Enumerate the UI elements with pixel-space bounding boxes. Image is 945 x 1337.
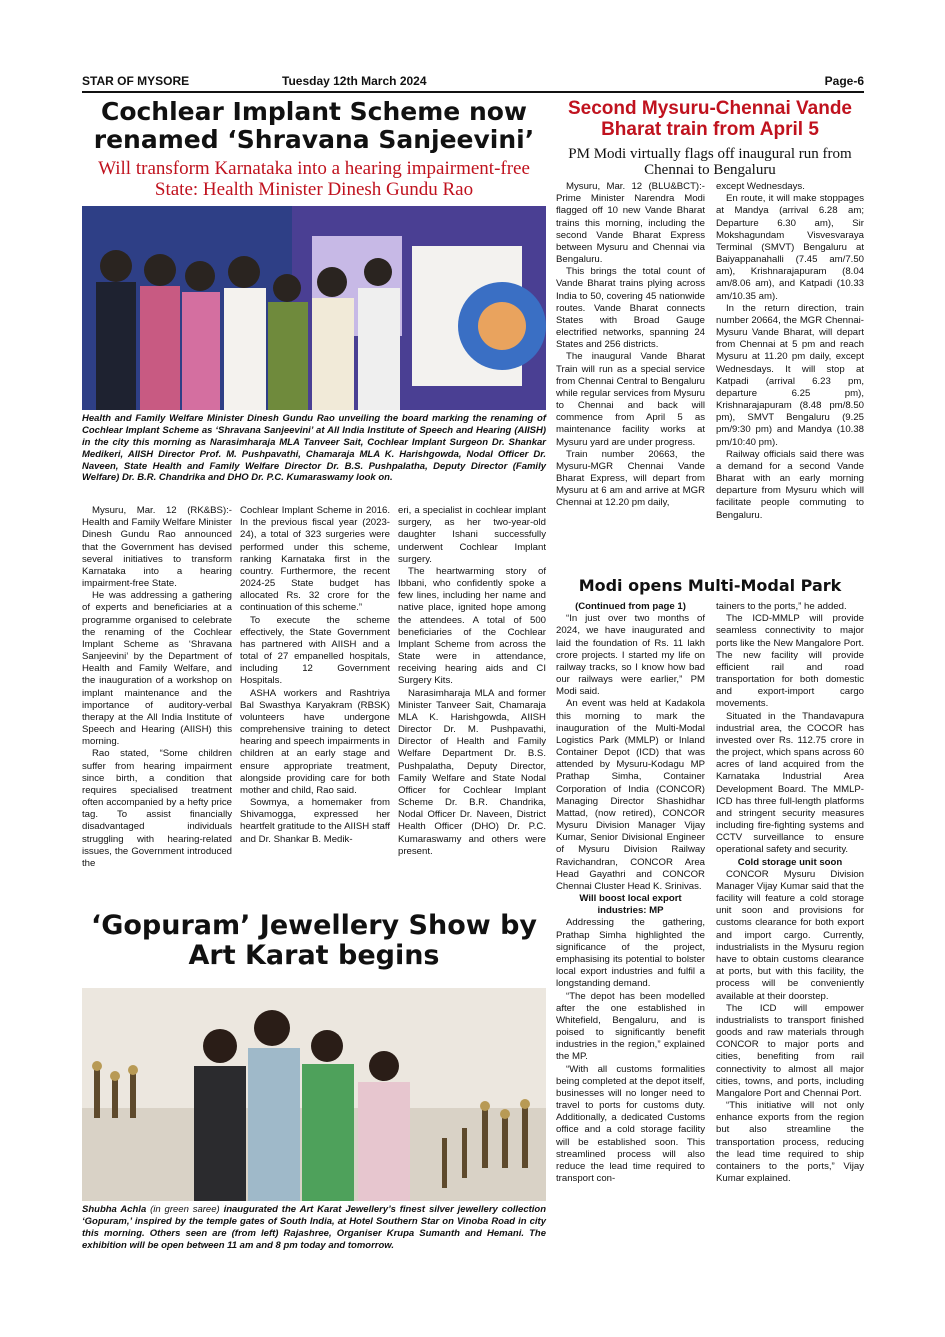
paragraph: Situated in the Thandavapura industrial area, the COCOR has invested over Rs. 112.75 crore in the project, which spans across 60 acres of land acquired from the Karnataka Industrial Area Development Board. The MMLP-ICD has three full-length platforms and stringent security measures including fire-fighting systems and CCTV surveillance to ensure operational safety and security. (716, 710, 864, 856)
paragraph: “The depot has been modelled after the one established in Whitefield, Bengaluru, and is poised to significantly benefit industries in the region,” explained the MP. (556, 990, 705, 1063)
vande-bharat-subhead: PM Modi virtually flags off inaugural run from Chennai to Bengaluru (568, 146, 852, 178)
issue-date: Tuesday 12th March 2024 (282, 74, 427, 88)
paragraph: The heartwarming story of Ibbani, who confidently spoke a few lines, including her name and native place, ignited hope among the attendees. A total of 500 beneficiaries of the Cochlear Implant Scheme from across the State were in attendance, receiving hearing aids and CI Surgery Kits. (398, 565, 546, 687)
vande-bharat-column-1 (556, 181, 705, 510)
paragraph: The inaugural Vande Bharat Train will run as a special service from Chennai Central to Bengaluru while regular services from Mysuru to Chennai and back will commence from April 5 as maintenance facility works at Mysuru yard are under progress. (556, 351, 705, 448)
paragraph: Narasimharaja MLA and former Minister Tanveer Sait, Chamaraja MLA K. Harishgowda, AIISH Director Dr. M. Pushpavathi, Director of Health and Family Welfare Department Dr. B.S. Pushpalatha, Deputy Director, Family Welfare and State Nodal Officer for Cochlear Implant Scheme Dr. B.R. Chandrika, Nodal Officer Dr. Naveen, District Health Officer (DHO) Dr. P.C. Kumaraswamy and others were present. (398, 687, 546, 857)
jewellery-photo (82, 988, 546, 1201)
multimodal-headline: Modi opens Multi-Modal Park (578, 576, 842, 595)
cochlear-column-2 (240, 505, 390, 846)
cochlear-column-1 (82, 505, 232, 870)
paragraph: “This initiative will not only enhance exports from the region but also streamline the transportation process, reducing the lead time required to ship containers to the ports,” Vijay Kumar explained. (716, 1100, 864, 1185)
export-subhead: Will boost local export industries: MP (579, 893, 682, 917)
page-number: Page-6 (824, 74, 864, 88)
cochlear-photo-caption: Health and Family Welfare Minister Dinesh Gundu Rao unveiling the board marking the renaming of Cochlear Implant Scheme as ‘Shravana Sanjeevini’ at All India Institute of Speech and Hearing (AIISH) in the city this morning as Narasimharaja MLA Tanveer Sait, Cochlear Implant Surgeon Dr. Shankar Medikeri, AIISH Director Prof. M. Pushpavathi, Chamaraja MLA K. Harishgowda, Nodal Officer Dr. Naveen, State Health and Family Welfare Director Dr. B.S. Pushpalatha, Deputy Director (Family Welfare) Dr. B.R. Chandrika and DHO Dr. P.C. Kumaraswamy look on. (82, 413, 546, 484)
masthead-rule (82, 91, 864, 93)
cold-storage-subhead: Cold storage unit soon (737, 856, 843, 868)
paragraph: This brings the total count of Vande Bharat trains plying across India to 50, covering 45 nationwide routes. Vande Bharat connects States with Broad Gauge electrified networks, spanning 24 States and 256 districts. (556, 266, 705, 351)
caption-name: Shubha Achla (82, 1204, 147, 1215)
paragraph: An event was held at Kadakola this morning to mark the inauguration of the Multi-Modal Logistics Park (MMLP) or Inland Container Depot (ICD) that was attended by Mysuru-Kodagu MP Prathap Simha, Container Corporation of India (CONCOR) Managing Director Shashidhar Mattad, (now retired), CONCOR Mysuru Division Manager Vijay Kumar, Senior Divisional Engineer of Mysuru Division Railway Ravichandran, CONCOR Area Head Gayathri and CONCOR Chennai Cluster Head K. Srinivas. (556, 698, 705, 892)
paragraph: To execute the scheme effectively, the State Government has partnered with AIISH and a total of 27 empanelled hospitals, including 12 Government Hospitals. (240, 614, 390, 687)
paragraph: The ICD-MMLP will provide seamless connectivity to major ports like the New Mangalore Port. The new facility will provide efficient rail and road transportation for both domestic and export-import cargo movements. (716, 613, 864, 710)
caption-body: inaugurated the Art Karat Jewellery’s finest silver jewellery collection ‘Gopuram,’ inspired by the temple gates of South India, at Hotel Southern Star on Vinoba Road in city this morning. Others seen are (from left) Rajashree, Organiser Krupa Sumanth and Hemani. The exhibition will be open between 11 am and 8 pm today and tomorrow. (82, 1204, 547, 1251)
continued-note: (Continued from page 1) (575, 601, 686, 612)
paragraph: He was addressing a gathering of experts and beneficiaries at a programme organised to celebrate the renaming of the Cochlear Implant Scheme as ‘Shravana Sanjeevini’ by the Department of Health and Family Welfare, and the inauguration of a workshop on implant maintenance and the importance of auditory-verbal therapy at the All India Institute of Speech and Hearing (AIISH) this morning. (82, 590, 232, 748)
jewellery-photo-illustration (82, 988, 546, 1201)
paragraph: ASHA workers and Rashtriya Bal Swasthya Karyakram (RBSK) volunteers have undergone comprehensive training to detect hearing and speech impairments in children at an early stage and ensure appropriate treatment, alongside providing care for both mother and child, Rao said. (240, 687, 390, 796)
paragraph: Railway officials said there was a demand for a second Vande Bharat with an early morning departure from Mysuru which will facilitate people commuting to Bengaluru. (716, 448, 864, 521)
multimodal-column-1 (556, 601, 705, 1185)
cochlear-column-3 (398, 505, 546, 858)
paragraph: Mysuru, Mar. 12 (RK&BS):- Health and Family Welfare Minister Dinesh Gundu Rao announced that the Government has devised several initiatives to transform Karnataka into a hearing impairment-free State. (82, 505, 232, 590)
cochlear-photo-illustration (82, 206, 546, 410)
paragraph: Addressing the gathering, Prathap Simha highlighted the significance of the project, emphasising its potential to bolster local export industries and fulfil a longstanding demand. (556, 917, 705, 990)
paragraph: Cochlear Implant Scheme in 2016. In the previous fiscal year (2023-24), a total of 323 surgeries were performed under this scheme, ranking Karnataka first in the country. Furthermore, the recent 2024-25 State budget has allocated Rs. 32 crore for the continuation of this scheme.” (240, 505, 390, 614)
paragraph: eri, a specialist in cochlear implant surgery, as her two-year-old daughter Ishani successfully underwent Cochlear Implant surgery. (398, 505, 546, 565)
cochlear-headline: Cochlear Implant Scheme now renamed ‘Shravana Sanjeevini’ (93, 97, 535, 154)
jewellery-photo-caption (82, 1204, 546, 1252)
paragraph: Sowmya, a homemaker from Shivamogga, expressed her heartfelt gratitude to the AIISH staff and Dr. Shankar B. Medik- (240, 797, 390, 845)
caption-note: (in green saree) (150, 1204, 220, 1215)
paragraph: except Wednesdays. (716, 181, 805, 192)
vande-bharat-headline: Second Mysuru-Chennai Vande Bharat train from April 5 (568, 98, 852, 140)
paragraph: Train number 20663, the Mysuru-MGR Chennai Vande Bharat Express, will depart from Mysuru at 6 am and arrive at MGR Chennai at 12.20 pm daily, (556, 448, 705, 509)
publication-name: STAR OF MYSORE (82, 74, 190, 88)
paragraph: The ICD will empower industrialists to transport finished goods and raw materials through CONCOR to major ports and cities, benefiting from rail connectivity to almost all major cities, towns, and ports, including Mangalore Port and Chennai Port. (716, 1002, 864, 1099)
multimodal-column-2 (716, 601, 864, 1185)
jewellery-headline: ‘Gopuram’ Jewellery Show by Art Karat begins (90, 910, 538, 971)
paragraph: tainers to the ports,” he added. (716, 601, 847, 612)
paragraph: Mysuru, Mar. 12 (BLU&BCT):- Prime Minister Narendra Modi flagged off 10 new Vande Bharat trains this morning, including the second Vande Bharat Express between Mysuru and Chennai via Bengaluru. (556, 181, 705, 266)
cochlear-subhead: Will transform Karnataka into a hearing impairment-free State: Health Minister Dinesh Gundu Rao (98, 158, 530, 201)
masthead (82, 74, 864, 90)
paragraph: “In just over two months of 2024, we have inaugurated and laid the foundation of Rs. 11 lakh crore projects. I started my life on railway tracks, so I know how bad our railways were earlier,” PM Modi said. (556, 613, 705, 698)
paragraph: “With all customs formalities being completed at the depot itself, businesses will no longer need to travel to ports for customs duty. Additionally, a dedicated Customs office and a cold storage facility will be established soon. This streamlined process will also reduce the lead time required to transport con- (556, 1063, 705, 1185)
vande-bharat-column-2 (716, 181, 864, 522)
paragraph: En route, it will make stoppages at Mandya (arrival 6.28 am; Departure 6.30 am), Sir Mokshagundam Visvesvaraya Terminal (SMVT) Bengaluru at Baiyappanahalli (7.45 am/7.50 am), Krishnarajapuram (8.04 am/8.06 am), and Katpadi (10.33 am/10.35 am). (716, 193, 864, 302)
paragraph: Rao stated, “Some children suffer from hearing impairment since birth, a condition that requires specialised treatment often accompanied by a hefty price tag. To assist financially disadvantaged individuals struggling with hearing-related issues, the Government introduced the (82, 748, 232, 869)
paragraph: In the return direction, train number 20664, the MGR Chennai-Mysuru Vande Bharat, will depart from Chennai at 5 pm and reach Mysuru at 11.20 pm daily, except Wednesdays. It will stop at Katpadi (arrival 6.23 pm, departure 6.25 pm), Krishnarajapuram (8.48 pm/8.50 pm), SMVT Bengaluru (9.25 pm/9:30 pm) and Mandya (10.38 pm/10:40 pm). (716, 302, 864, 448)
cochlear-photo (82, 206, 546, 410)
paragraph: CONCOR Mysuru Division Manager Vijay Kumar said that the facility will feature a cold storage unit soon and provisions for customs clearance for both export and import cargo. Currently, industrialists in the Mysuru region have to obtain customs clearance at ports, but with this facility, the process will be conveniently available at their doorstep. (716, 868, 864, 1002)
